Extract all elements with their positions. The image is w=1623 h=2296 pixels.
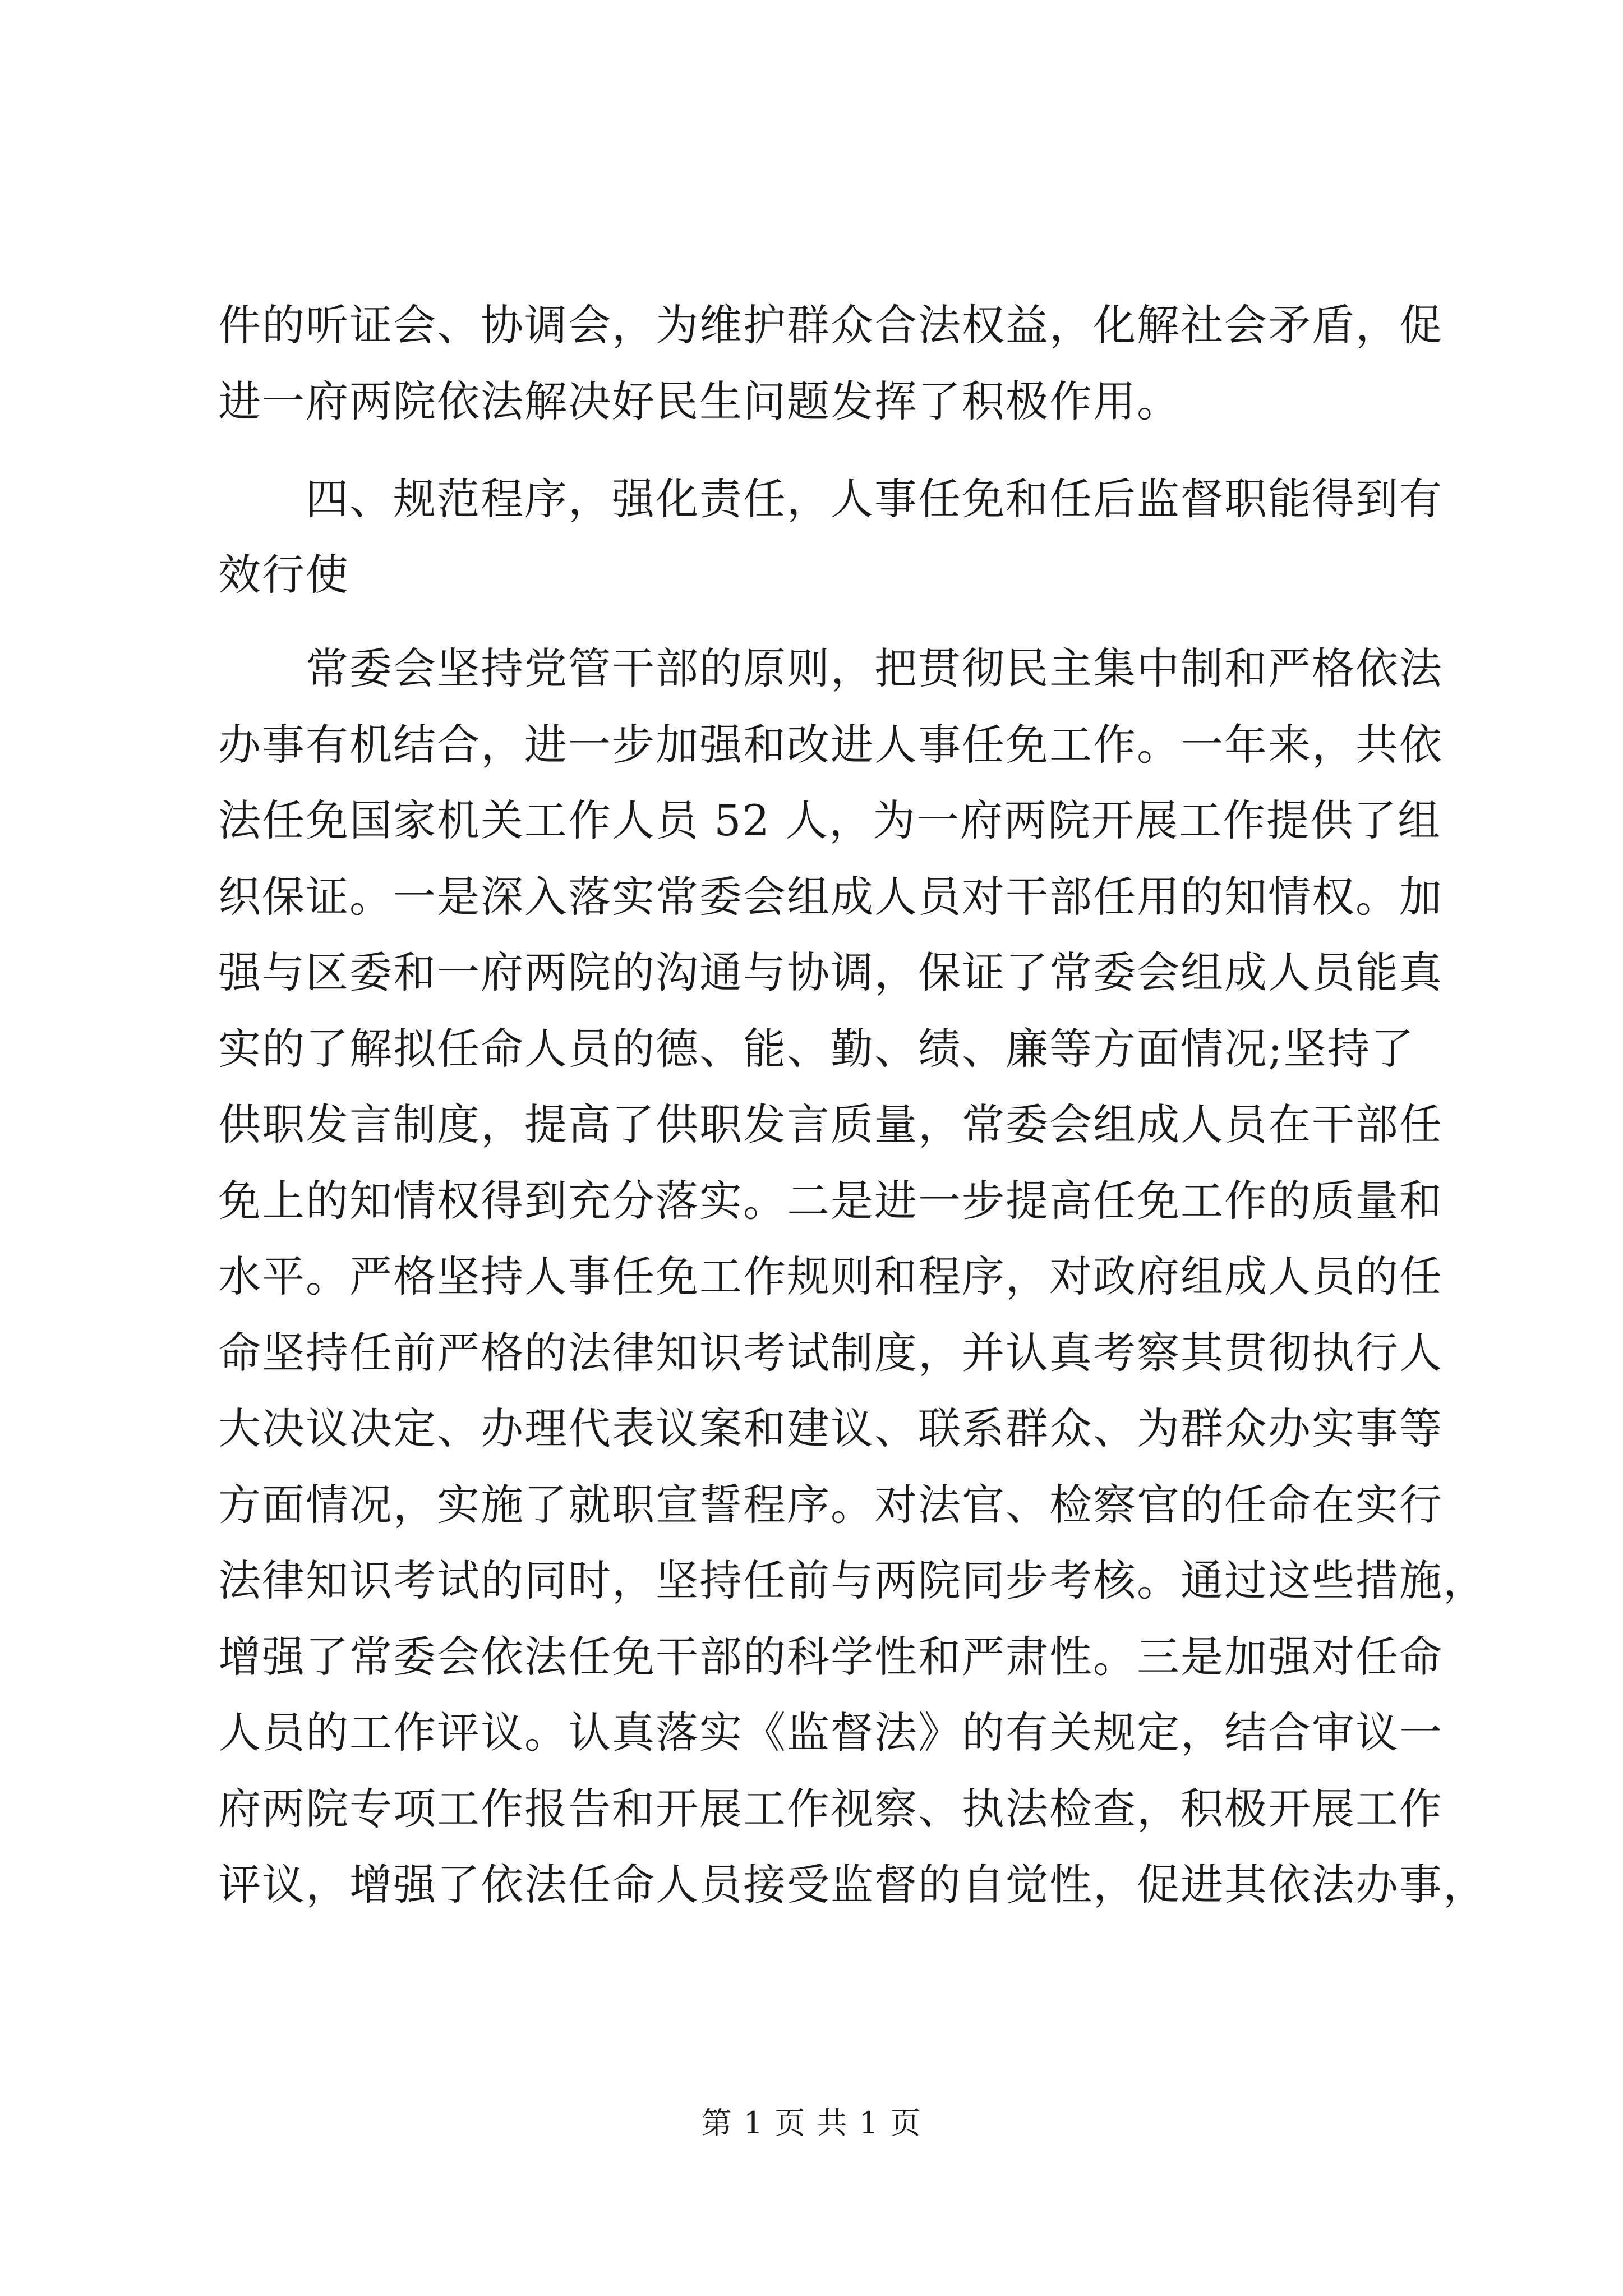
text-line: 件的听证会、协调会，为维护群众合法权益，化解社会矛盾，促 bbox=[218, 300, 1443, 350]
text-line: 府两院专项工作报告和开展工作视察、执法检查，积极开展工作 bbox=[218, 1784, 1443, 1834]
text-line: 强与区委和一府两院的沟通与协调，保证了常委会组成人员能真 bbox=[218, 947, 1443, 997]
text-line: 织保证。一是深入落实常委会组成人员对干部任用的知情权。加 bbox=[218, 872, 1443, 922]
section-heading-line: 四、规范程序，强化责任，人事任免和任后监督职能得到有 bbox=[306, 474, 1443, 524]
section-heading-line: 效行使 bbox=[218, 550, 349, 600]
text-line: 人员的工作评议。认真落实《监督法》的有关规定，结合审议一 bbox=[218, 1708, 1443, 1757]
text-line: 水平。严格坚持人事任免工作规则和程序，对政府组成人员的任 bbox=[218, 1251, 1443, 1301]
text-line: 增强了常委会依法任免干部的科学性和严肃性。三是加强对任命 bbox=[218, 1632, 1443, 1682]
text-line: 法律知识考试的同时，坚持任前与两院同步考核。通过这些措施， bbox=[218, 1556, 1487, 1605]
text-line: 命坚持任前严格的法律知识考试制度，并认真考察其贯彻执行人 bbox=[218, 1328, 1443, 1378]
text-line: 法任免国家机关工作人员 52 人，为一府两院开展工作提供了组 bbox=[218, 795, 1442, 845]
text-line: 实的了解拟任命人员的德、能、勤、绩、廉等方面情况;坚持了 bbox=[218, 1024, 1415, 1074]
page-footer bbox=[0, 2104, 1623, 2143]
text-line: 办事有机结合，进一步加强和改进人事任免工作。一年来，共依 bbox=[218, 720, 1443, 770]
text-line: 评议，增强了依法任命人员接受监督的自觉性，促进其依法办事， bbox=[218, 1860, 1487, 1910]
text-line: 免上的知情权得到充分落实。二是进一步提高任免工作的质量和 bbox=[218, 1176, 1443, 1226]
text-line: 常委会坚持党管干部的原则，把贯彻民主集中制和严格依法 bbox=[306, 643, 1443, 693]
text-line: 供职发言制度，提高了供职发言质量，常委会组成人员在干部任 bbox=[218, 1099, 1443, 1149]
text-line: 大决议决定、办理代表议案和建议、联系群众、为群众办实事等 bbox=[218, 1404, 1443, 1453]
page-number-label: 第 1 页 共 1 页 bbox=[701, 2105, 922, 2141]
text-line: 方面情况，实施了就职宣誓程序。对法官、检察官的任命在实行 bbox=[218, 1480, 1443, 1530]
text-line: 进一府两院依法解决好民生问题发挥了积极作用。 bbox=[218, 376, 1181, 426]
